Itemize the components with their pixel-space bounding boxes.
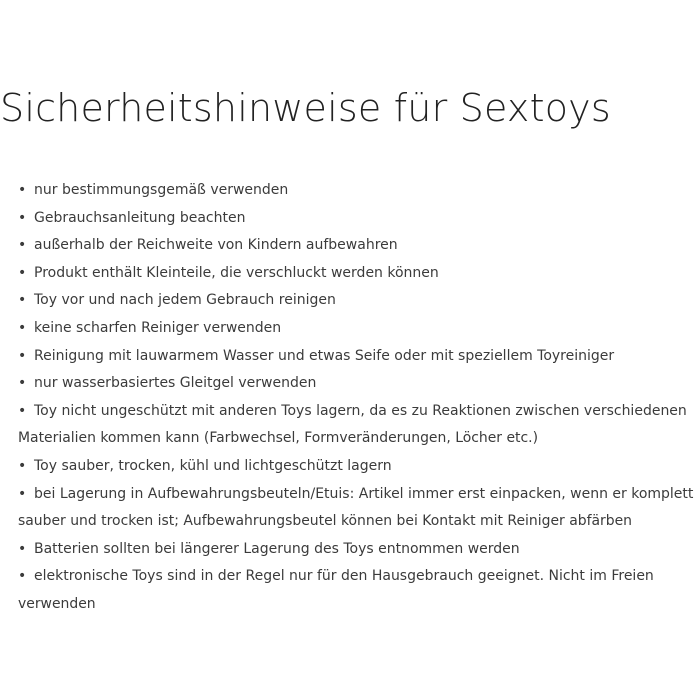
bullet-icon: • bbox=[18, 540, 27, 557]
list-item bbox=[18, 315, 700, 343]
list-item bbox=[18, 398, 700, 453]
list-item bbox=[18, 343, 700, 371]
bullet-icon: • bbox=[18, 209, 27, 226]
list-item-text: nur wasserbasiertes Gleitgel verwenden bbox=[34, 375, 317, 392]
list-item bbox=[18, 287, 700, 315]
bullet-icon: • bbox=[18, 264, 27, 281]
bullet-icon: • bbox=[18, 485, 27, 502]
list-item-text: elektronische Toys sind in der Regel nur für den Hausgebrauch geeignet. Nicht im Freien bbox=[34, 568, 654, 585]
list-item bbox=[18, 260, 700, 288]
list-item-text: Reinigung mit lauwarmem Wasser und etwas Seife oder mit speziellem Toyreiniger bbox=[34, 347, 615, 364]
list-item-continuation: Materialien kommen kann (Farbwechsel, Formveränderungen, Löcher etc.) bbox=[18, 430, 539, 447]
bullet-icon: • bbox=[18, 182, 27, 198]
list-item-text: Toy nicht ungeschützt mit anderen Toys lagern, da es zu Reaktionen zwischen verschiedenen bbox=[34, 402, 687, 419]
bullet-icon: • bbox=[18, 457, 27, 474]
list-item bbox=[18, 563, 700, 618]
list-item-text: Gebrauchsanleitung beachten bbox=[34, 209, 246, 226]
list-item-text: Produkt enthält Kleinteile, die verschluckt werden können bbox=[34, 264, 439, 281]
bullet-icon: • bbox=[18, 292, 27, 309]
list-item-text: nur bestimmungsgemäß verwenden bbox=[34, 182, 289, 198]
list-item bbox=[18, 453, 700, 481]
bullet-icon: • bbox=[18, 319, 27, 336]
list-item bbox=[18, 370, 700, 398]
list-item bbox=[18, 232, 700, 260]
list-item-text: bei Lagerung in Aufbewahrungsbeuteln/Etuis: Artikel immer erst einpacken, wenn er komplett bbox=[34, 485, 694, 502]
safety-notes-list bbox=[18, 177, 700, 619]
list-item-text: Toy vor und nach jedem Gebrauch reinigen bbox=[34, 292, 336, 309]
list-item-continuation: sauber und trocken ist; Aufbewahrungsbeutel können bei Kontakt mit Reiniger abfärben bbox=[18, 513, 633, 530]
bullet-icon: • bbox=[18, 237, 27, 254]
list-item-continuation: verwenden bbox=[18, 595, 96, 612]
list-item bbox=[18, 205, 700, 233]
list-item-text: Toy sauber, trocken, kühl und lichtgeschützt lagern bbox=[34, 457, 392, 474]
list-item bbox=[18, 536, 700, 564]
list-item-text: Batterien sollten bei längerer Lagerung des Toys entnommen werden bbox=[34, 540, 520, 557]
page-title: Sicherheitshinweise für Sextoys bbox=[0, 86, 611, 130]
bullet-icon: • bbox=[18, 375, 27, 392]
bullet-icon: • bbox=[18, 347, 27, 364]
bullet-icon: • bbox=[18, 568, 27, 585]
list-item bbox=[18, 481, 700, 536]
list-item bbox=[18, 177, 700, 205]
list-item-text: keine scharfen Reiniger verwenden bbox=[34, 319, 282, 336]
bullet-icon: • bbox=[18, 402, 27, 419]
list-item-text: außerhalb der Reichweite von Kindern aufbewahren bbox=[34, 237, 398, 254]
